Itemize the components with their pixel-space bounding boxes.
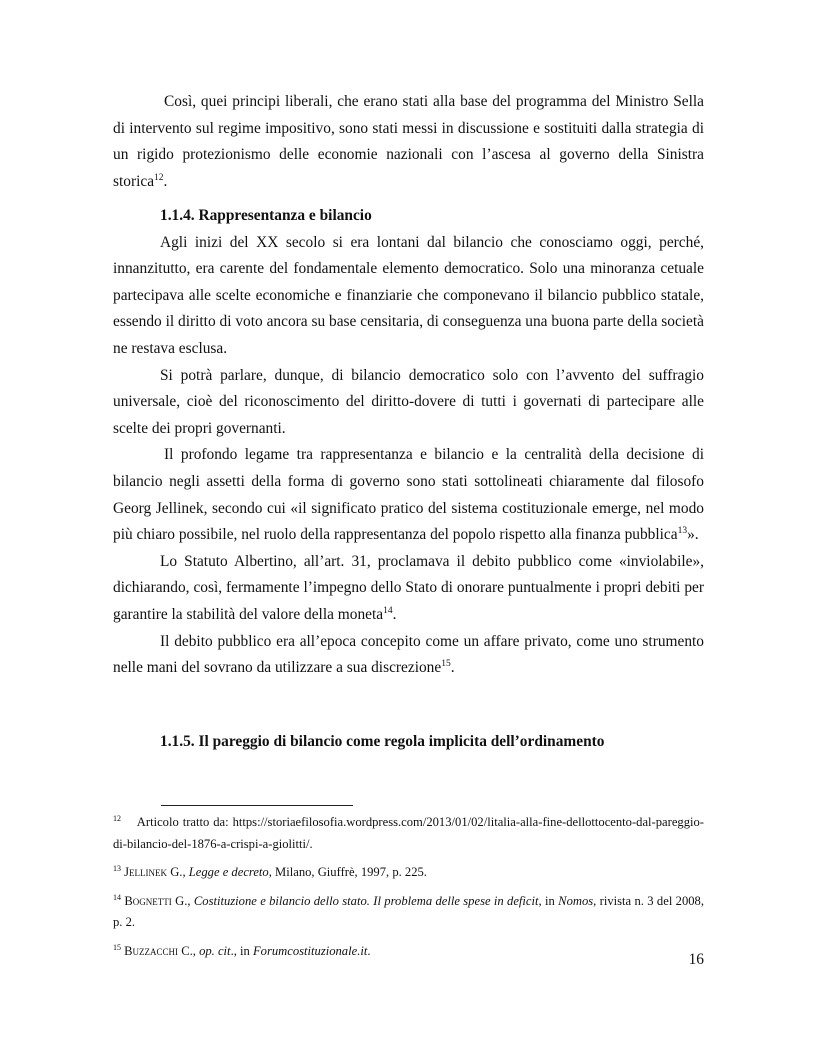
punctuation: . xyxy=(163,172,168,190)
footnotes xyxy=(113,812,704,969)
footnote-author-initial: G., xyxy=(175,893,191,908)
footnote-author: Buzzacchi xyxy=(124,943,179,958)
footnote-number: 12 xyxy=(113,814,121,823)
footnote-title: Legge e decreto xyxy=(188,865,269,879)
footnote-number: 14 xyxy=(113,892,121,902)
footnote-reference[interactable]: 13 xyxy=(677,526,688,537)
footnote-text: ., in xyxy=(230,943,253,958)
footnote-separator xyxy=(161,805,353,806)
footnote-number: 15 xyxy=(113,942,121,952)
punctuation: . xyxy=(450,659,455,677)
paragraph-text: Così, quei principi liberali, che erano stati alla base del programma del Ministro Sella di intervento sul regime impositivo, sono stati messi in discussione e sostituiti dalla strategia di un rigido protezionismo delle economie nazionali con l’ascesa al governo della Sinistra storica xyxy=(113,93,704,190)
paragraph xyxy=(113,549,704,629)
paragraph xyxy=(113,363,704,443)
paragraph-text: Il profondo legame tra rappresentanza e bilancio e la centralità della decisione di bilancio negli assetti della forma di governo sono stati sottolineati chiaramente dal filosofo Georg Jellinek, secondo cui «il significato pratico del sistema costituzionale emerge, nel modo più chiaro possibile, nel ruolo della rappresentanza del popolo rispetto alla finanza pubblica xyxy=(113,446,704,544)
footnote-14 xyxy=(113,891,704,934)
section-heading: 1.1.5. Il pareggio di bilancio come regola implicita dell’ordinamento xyxy=(160,733,605,750)
footnote-source: Forumcostituzionale.it xyxy=(252,943,368,958)
footnote-reference[interactable]: 14 xyxy=(383,605,393,616)
footnote-opcit: op. cit xyxy=(199,943,231,958)
footnote-text: , rivista n. 3 del 2008, p. 2. xyxy=(113,893,704,929)
footnote-title: Costituzione e bilancio dello stato. Il problema delle spese in deficit xyxy=(193,893,539,908)
paragraph xyxy=(113,629,704,682)
footnote-13 xyxy=(113,862,704,884)
footnote-author: Jellinek xyxy=(124,865,168,879)
section-1-1-4 xyxy=(113,203,704,682)
body-text xyxy=(113,89,704,195)
page-number: 16 xyxy=(688,951,704,968)
section-heading: 1.1.4. Rappresentanza e bilancio xyxy=(160,207,372,224)
punctuation: . xyxy=(367,943,371,958)
paragraph xyxy=(113,230,704,363)
paragraph-text: Il debito pubblico era all’epoca concepito come un affare privato, come uno strumento nelle mani del sovrano da utilizzare a sua discrezione xyxy=(113,632,704,677)
footnote-12 xyxy=(113,812,704,855)
section-1-1-5 xyxy=(113,729,704,756)
footnote-number: 13 xyxy=(113,864,121,873)
punctuation: ». xyxy=(687,526,699,544)
footnote-author-initial: C., xyxy=(181,943,196,958)
footnote-text: Articolo tratto da: https://storiaefilosofia.wordpress.com/2013/01/02/litalia-alla-fine-dellottocento-dal-pareggio-di-bilancio-del-1876-a-crispi-a-giolitti/. xyxy=(113,815,705,851)
paragraph-text: Lo Statuto Albertino, all’art. 31, proclamava il debito pubblico come «inviolabile», dichiarando, così, fermamente l’impegno dello Stato di onorare puntualmente i propri debiti per garantire la stabilità del valore della moneta xyxy=(113,552,704,623)
footnote-15 xyxy=(113,941,704,963)
footnote-author: Bognetti xyxy=(124,893,172,908)
punctuation: . xyxy=(392,605,397,623)
paragraph xyxy=(113,442,704,548)
footnote-reference[interactable]: 15 xyxy=(441,659,451,670)
footnote-text: , Milano, Giuffrè, 1997, p. 225. xyxy=(268,865,427,879)
paragraph-text: Agli inizi del XX secolo si era lontani dal bilancio che conosciamo oggi, perché, innanzitutto, era carente del fondamentale elemento democratico. Solo una minoranza cetuale partecipava alle scelte economiche e finanziarie che componevano il bilancio pubblico statale, essendo il diritto di voto ancora su base censitaria, di conseguenza una buona parte della società ne restava esclusa. xyxy=(113,233,704,357)
paragraph xyxy=(113,89,704,195)
footnote-reference[interactable]: 12 xyxy=(154,172,164,183)
footnote-text: , in xyxy=(538,893,559,908)
footnote-journal: Nomos xyxy=(558,893,594,908)
paragraph-text: Si potrà parlare, dunque, di bilancio democratico solo con l’avvento del suffragio universale, cioè del riconoscimento del diritto-dovere di tutti i governati di partecipare alle scelte dei propri governanti. xyxy=(113,366,704,437)
footnote-author-initial: G., xyxy=(170,865,186,879)
